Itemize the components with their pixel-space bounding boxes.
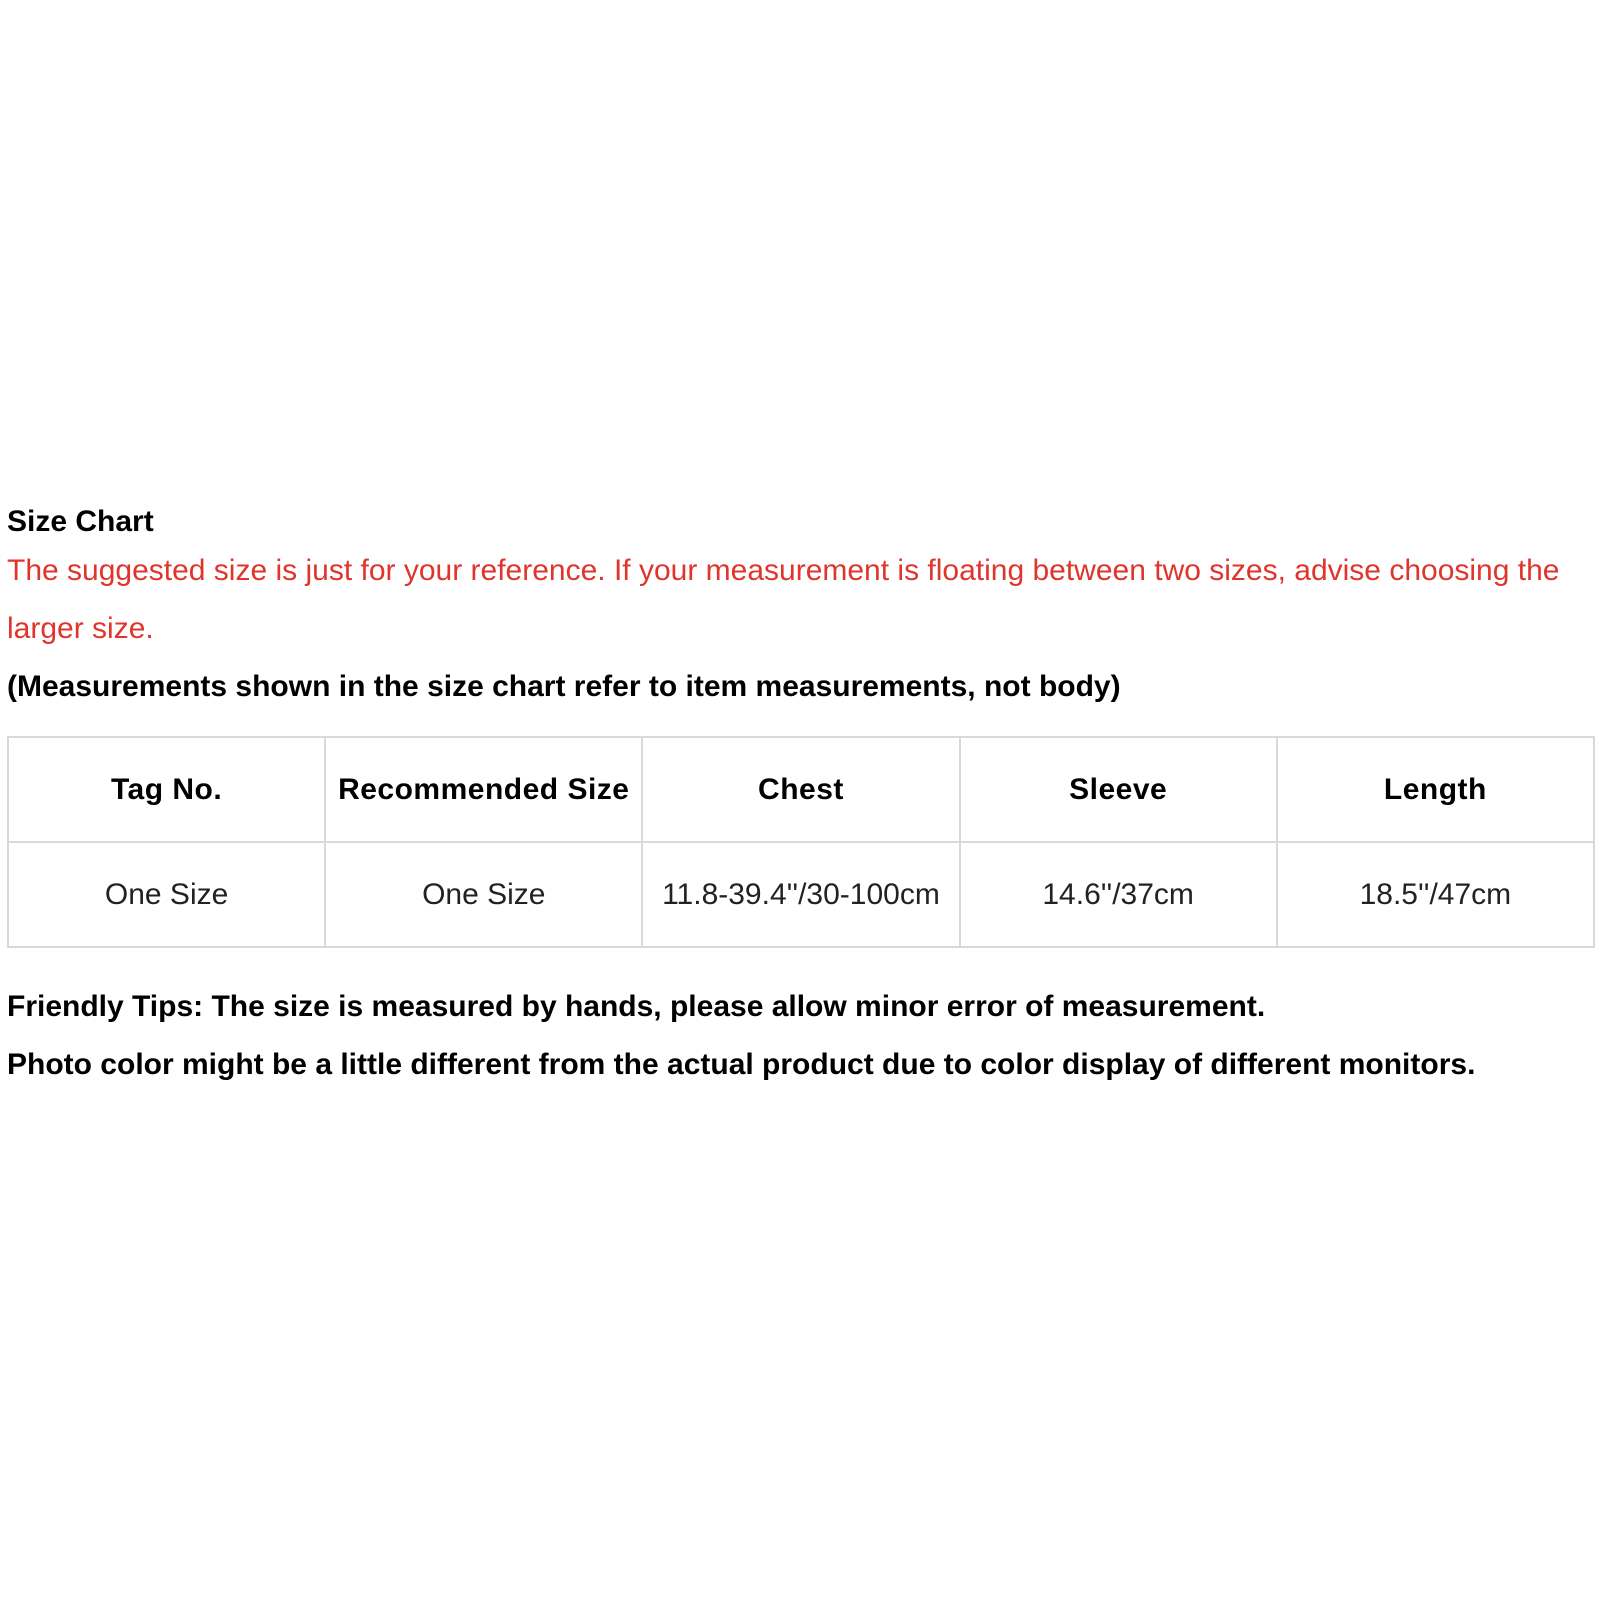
header-sleeve: Sleeve — [960, 737, 1277, 842]
table-header-row — [8, 737, 1594, 842]
cell-length: 18.5''/47cm — [1277, 842, 1594, 947]
header-chest: Chest — [642, 737, 959, 842]
cell-chest: 11.8-39.4''/30-100cm — [642, 842, 959, 947]
size-notice: The suggested size is just for your reference. If your measurement is floating between two sizes, advise choosing the larger size. — [7, 554, 1560, 645]
header-recommended-size: Recommended Size — [325, 737, 642, 842]
header-length: Length — [1277, 737, 1594, 842]
cell-recommended-size: One Size — [325, 842, 642, 947]
header-tag-no: Tag No. — [8, 737, 325, 842]
color-tip: Photo color might be a little different from the actual product due to color display of different monitors. — [7, 1048, 1476, 1081]
table-row — [8, 842, 1594, 947]
size-table — [7, 736, 1595, 948]
friendly-tip: Friendly Tips: The size is measured by hands, please allow minor error of measurement. — [7, 990, 1266, 1023]
tips-section — [7, 978, 1593, 1094]
size-chart-section — [7, 502, 1593, 1094]
size-chart-title: Size Chart — [7, 505, 154, 538]
cell-sleeve: 14.6''/37cm — [960, 842, 1277, 947]
measurement-note: (Measurements shown in the size chart refer to item measurements, not body) — [7, 670, 1121, 703]
cell-tag-no: One Size — [8, 842, 325, 947]
